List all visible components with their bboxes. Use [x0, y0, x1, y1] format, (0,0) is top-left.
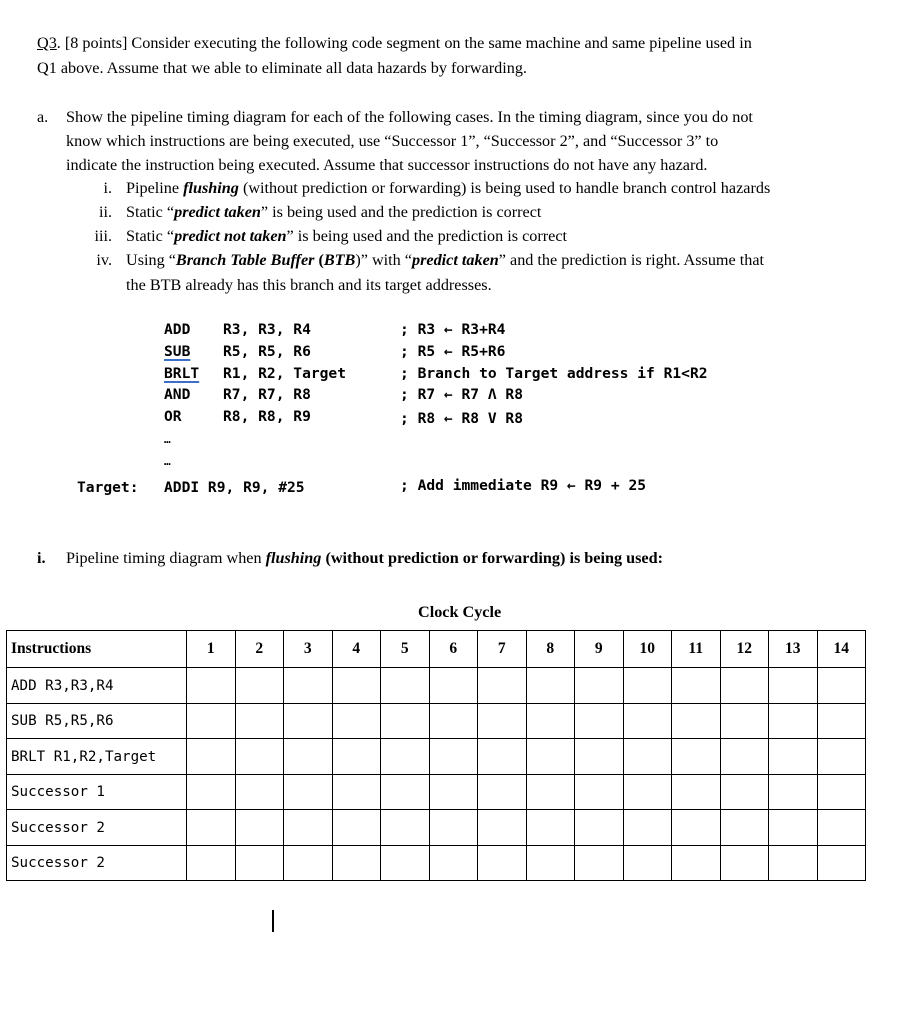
instruction-cell — [7, 668, 187, 704]
timing-cell[interactable] — [478, 810, 527, 846]
timing-cell[interactable] — [817, 668, 866, 704]
case-i-num: i. — [103, 179, 112, 197]
part-a-line-3: indicate the instruction being executed. Assume that successor instructions do not have any hazard. — [66, 156, 708, 174]
timing-cell[interactable] — [526, 774, 575, 810]
timing-cell[interactable] — [381, 845, 430, 881]
part-i-post: (without prediction or forwarding) is being used: — [321, 549, 664, 567]
part-i-pre: Pipeline timing diagram when — [66, 549, 266, 567]
table-row — [7, 668, 866, 704]
instruction-cell — [7, 845, 187, 881]
timing-cell[interactable] — [187, 703, 236, 739]
code-op: OR — [164, 408, 182, 425]
timing-cell[interactable] — [478, 703, 527, 739]
timing-cell[interactable] — [284, 810, 333, 846]
question-line-1 — [37, 34, 752, 53]
timing-cell[interactable] — [332, 810, 381, 846]
code-comment: ; R7 ← R7 Λ R8 — [400, 386, 524, 403]
target-comment: ; Add immediate R9 ← R9 + 25 — [400, 477, 647, 494]
timing-cell[interactable] — [526, 810, 575, 846]
timing-cell[interactable] — [235, 739, 284, 775]
timing-cell[interactable] — [332, 668, 381, 704]
table-row — [7, 739, 866, 775]
timing-cell[interactable] — [284, 739, 333, 775]
cycle-header: 6 — [429, 631, 478, 668]
case-i — [0, 179, 908, 199]
timing-cell[interactable] — [672, 810, 721, 846]
timing-cell[interactable] — [623, 668, 672, 704]
case-iii-post: ” is being used and the prediction is correct — [286, 227, 568, 245]
part-a-label: a. — [37, 108, 49, 126]
case-iv-em2: BTB — [323, 251, 356, 269]
pipeline-timing-table — [6, 630, 866, 881]
timing-cell[interactable] — [575, 845, 624, 881]
timing-cell[interactable] — [817, 810, 866, 846]
timing-cell[interactable] — [575, 668, 624, 704]
timing-cell[interactable] — [235, 668, 284, 704]
code-args: R3, R3, R4 — [223, 321, 311, 338]
timing-cell[interactable] — [478, 668, 527, 704]
timing-cell[interactable] — [672, 845, 721, 881]
case-ii — [0, 203, 908, 223]
code-op: AND — [164, 386, 191, 403]
instructions-header: Instructions — [7, 631, 187, 668]
timing-cell[interactable] — [429, 739, 478, 775]
timing-cell[interactable] — [623, 810, 672, 846]
code-args: R5, R5, R6 — [223, 343, 311, 360]
case-iv-num: iv. — [96, 251, 112, 269]
part-a-line-2: know which instructions are being executed, use “Successor 1”, “Successor 2”, and “Successor 3” to — [66, 132, 719, 150]
target-label: Target: — [77, 479, 139, 496]
case-ii-post: ” is being used and the prediction is correct — [260, 203, 542, 221]
timing-cell[interactable] — [478, 739, 527, 775]
code-comment: ; R8 ← R8 V R8 — [400, 410, 524, 427]
code-op: ADD — [164, 321, 191, 338]
timing-cell[interactable] — [332, 774, 381, 810]
cycle-header: 2 — [235, 631, 284, 668]
table-row — [7, 845, 866, 881]
question-label: Q3 — [37, 34, 57, 52]
timing-cell[interactable] — [720, 703, 769, 739]
code-comment: ; R3 ← R3+R4 — [400, 321, 506, 338]
timing-cell[interactable] — [526, 739, 575, 775]
timing-cell[interactable] — [769, 668, 818, 704]
cycle-header: 1 — [187, 631, 236, 668]
cycle-header: 13 — [769, 631, 818, 668]
timing-cell[interactable] — [526, 703, 575, 739]
cycle-header: 9 — [575, 631, 624, 668]
target-instruction: ADDI R9, R9, #25 — [164, 479, 305, 496]
case-iii-num: iii. — [94, 227, 112, 245]
code-op: BRLT — [164, 365, 200, 382]
timing-cell[interactable] — [769, 739, 818, 775]
timing-cell[interactable] — [817, 774, 866, 810]
timing-cell[interactable] — [429, 845, 478, 881]
code-args: R7, R7, R8 — [223, 386, 311, 403]
case-iv-em: Branch Table Buffer — [175, 251, 315, 269]
timing-cell[interactable] — [623, 774, 672, 810]
case-iv-continuation: the BTB already has this branch and its target addresses. — [126, 276, 492, 294]
timing-cell[interactable] — [817, 845, 866, 881]
timing-cell[interactable] — [575, 774, 624, 810]
timing-cell[interactable] — [381, 810, 430, 846]
timing-cell[interactable] — [769, 774, 818, 810]
timing-cell[interactable] — [526, 845, 575, 881]
case-ii-num: ii. — [98, 203, 112, 221]
code-op: SUB — [164, 343, 191, 360]
timing-cell[interactable] — [720, 845, 769, 881]
cycle-header: 7 — [478, 631, 527, 668]
timing-cell[interactable] — [381, 739, 430, 775]
part-i-num: i. — [37, 549, 46, 567]
timing-cell[interactable] — [672, 774, 721, 810]
timing-cell[interactable] — [429, 703, 478, 739]
timing-cell[interactable] — [187, 810, 236, 846]
case-ii-em: predict taken — [174, 203, 261, 221]
timing-cell[interactable] — [429, 774, 478, 810]
cycle-header: 5 — [381, 631, 430, 668]
timing-cell[interactable] — [575, 810, 624, 846]
timing-cell[interactable] — [429, 810, 478, 846]
case-i-em: flushing — [183, 179, 239, 197]
case-iv-mid: ( — [314, 251, 324, 269]
timing-cell[interactable] — [332, 703, 381, 739]
case-iv-post: ” and the prediction is right. Assume that — [498, 251, 765, 269]
timing-cell[interactable] — [235, 845, 284, 881]
case-iii-pre: Static “ — [126, 227, 175, 245]
code-comment: ; R5 ← R5+R6 — [400, 343, 506, 360]
timing-cell[interactable] — [623, 703, 672, 739]
cycle-header: 12 — [720, 631, 769, 668]
part-i-em: flushing — [265, 549, 322, 567]
instruction-label: Successor 2 — [11, 819, 105, 836]
instruction-label: Successor 1 — [11, 784, 105, 801]
timing-cell[interactable] — [720, 668, 769, 704]
timing-cell[interactable] — [235, 703, 284, 739]
timing-cell[interactable] — [332, 845, 381, 881]
instruction-cell — [7, 739, 187, 775]
part-a-line-1: Show the pipeline timing diagram for each of the following cases. In the timing diagram, since you do not — [66, 108, 753, 126]
timing-cell[interactable] — [575, 703, 624, 739]
instruction-cell — [7, 703, 187, 739]
timing-cell[interactable] — [187, 739, 236, 775]
timing-cell[interactable] — [381, 774, 430, 810]
timing-cell[interactable] — [623, 845, 672, 881]
case-i-post: (without prediction or forwarding) is being used to handle branch control hazards — [238, 179, 771, 197]
code-args: R1, R2, Target — [223, 365, 347, 382]
question-text-1: . [8 points] Consider executing the following code segment on the same machine and same pipeline used in — [56, 34, 752, 52]
case-ii-pre: Static “ — [126, 203, 175, 221]
timing-cell[interactable] — [187, 668, 236, 704]
cycle-header: 11 — [672, 631, 721, 668]
timing-cell[interactable] — [235, 774, 284, 810]
timing-cell[interactable] — [769, 703, 818, 739]
cycle-header: 3 — [284, 631, 333, 668]
timing-cell[interactable] — [817, 739, 866, 775]
cycle-header: 8 — [526, 631, 575, 668]
timing-cell[interactable] — [235, 810, 284, 846]
text-cursor — [272, 910, 274, 932]
case-iv-em3: predict taken — [412, 251, 499, 269]
timing-cell[interactable] — [672, 739, 721, 775]
code-ellipsis: … — [164, 433, 171, 446]
instruction-label: SUB R5,R5,R6 — [11, 713, 114, 730]
cycle-header: 10 — [623, 631, 672, 668]
timing-cell[interactable] — [478, 774, 527, 810]
case-iv-mid2: )” with “ — [355, 251, 412, 269]
timing-cell[interactable] — [381, 703, 430, 739]
table-row — [7, 774, 866, 810]
table-row — [7, 703, 866, 739]
code-comment: ; Branch to Target address if R1<R2 — [400, 365, 708, 382]
case-iii-em: predict not taken — [174, 227, 287, 245]
timing-cell[interactable] — [284, 703, 333, 739]
table-header-row — [7, 631, 866, 668]
code-args: R8, R8, R9 — [223, 408, 311, 425]
instruction-label: ADD R3,R3,R4 — [11, 677, 114, 694]
case-i-pre: Pipeline — [126, 179, 184, 197]
instruction-cell — [7, 810, 187, 846]
timing-cell[interactable] — [720, 739, 769, 775]
timing-cell[interactable] — [526, 668, 575, 704]
question-line-2: Q1 above. Assume that we able to eliminate all data hazards by forwarding. — [37, 59, 527, 77]
timing-cell[interactable] — [672, 668, 721, 704]
case-iii — [0, 227, 908, 247]
clock-cycle-title: Clock Cycle — [418, 603, 502, 621]
cycle-header: 14 — [817, 631, 866, 668]
instruction-label: Successor 2 — [11, 855, 105, 872]
timing-cell[interactable] — [187, 774, 236, 810]
timing-cell[interactable] — [284, 845, 333, 881]
timing-cell[interactable] — [769, 810, 818, 846]
timing-cell[interactable] — [769, 845, 818, 881]
timing-cell[interactable] — [720, 774, 769, 810]
timing-cell[interactable] — [429, 668, 478, 704]
instruction-label: BRLT R1,R2,Target — [11, 748, 157, 765]
timing-cell[interactable] — [187, 845, 236, 881]
timing-cell[interactable] — [381, 668, 430, 704]
case-iv — [0, 251, 908, 271]
timing-cell[interactable] — [478, 845, 527, 881]
timing-cell[interactable] — [817, 703, 866, 739]
timing-cell[interactable] — [623, 739, 672, 775]
code-ellipsis: … — [164, 455, 171, 468]
timing-cell[interactable] — [672, 703, 721, 739]
cycle-header: 4 — [332, 631, 381, 668]
table-row — [7, 810, 866, 846]
instruction-cell — [7, 774, 187, 810]
timing-cell[interactable] — [720, 810, 769, 846]
timing-cell[interactable] — [332, 739, 381, 775]
timing-cell[interactable] — [284, 668, 333, 704]
timing-cell[interactable] — [575, 739, 624, 775]
timing-cell[interactable] — [284, 774, 333, 810]
case-iv-pre: Using “ — [126, 251, 176, 269]
part-i-heading — [66, 549, 663, 568]
